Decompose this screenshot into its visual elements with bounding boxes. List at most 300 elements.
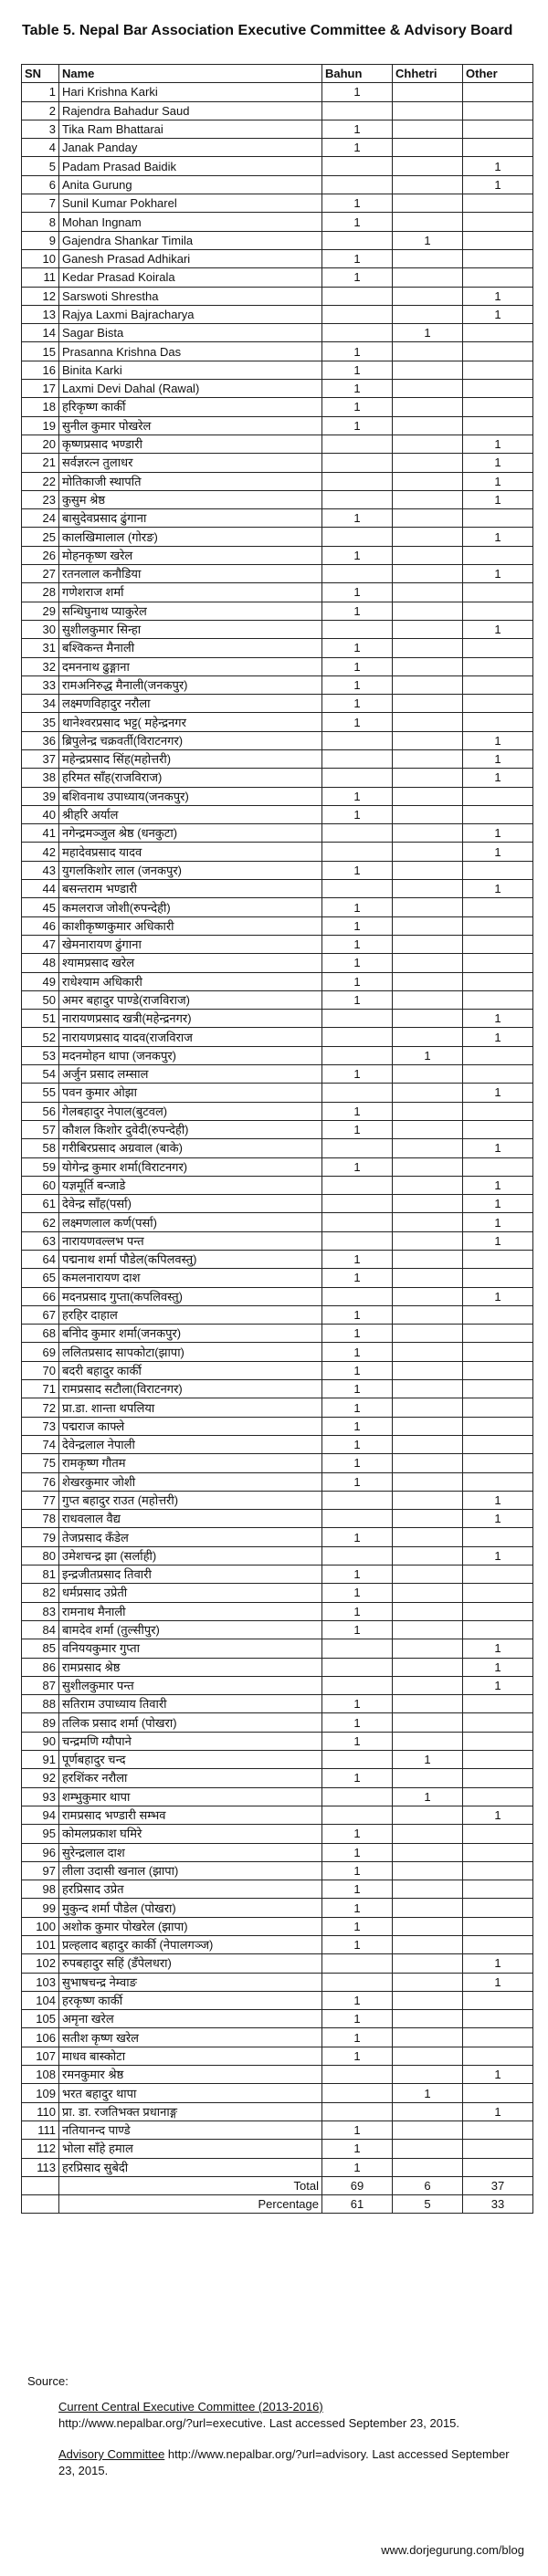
cell-chhetri bbox=[393, 1639, 463, 1658]
cell-bahun bbox=[322, 1787, 393, 1806]
cell-chhetri bbox=[393, 1546, 463, 1565]
cell-chhetri bbox=[393, 194, 463, 213]
cell-sn: 33 bbox=[22, 675, 59, 694]
cell-bahun: 1 bbox=[322, 1269, 393, 1287]
cell-name: रामकृष्ण गौतम bbox=[59, 1454, 322, 1472]
cell-bahun: 1 bbox=[322, 1695, 393, 1713]
cell-name: ब्रिपुलेन्द्र चक्रवर्ती(विराटनगर) bbox=[59, 731, 322, 749]
cell-bahun bbox=[322, 1195, 393, 1213]
cell-other bbox=[463, 1251, 533, 1269]
table-row bbox=[22, 1769, 533, 1787]
table-row bbox=[22, 1454, 533, 1472]
cell-sn: 41 bbox=[22, 824, 59, 843]
cell-bahun: 1 bbox=[322, 861, 393, 879]
cell-sn: 51 bbox=[22, 1010, 59, 1028]
total-other: 37 bbox=[463, 2176, 533, 2194]
cell-sn: 39 bbox=[22, 787, 59, 805]
cell-name: पूर्णबहादुर चन्द bbox=[59, 1751, 322, 1769]
cell-name: कृष्णप्रसाद भण्डारी bbox=[59, 435, 322, 453]
cell-name: सर्वज्ञरत्न तुलाधर bbox=[59, 454, 322, 472]
cell-bahun: 1 bbox=[322, 213, 393, 231]
cell-chhetri bbox=[393, 1435, 463, 1453]
cell-name: नारायणप्रसाद खत्री(महेन्द्रनगर) bbox=[59, 1010, 322, 1028]
cell-chhetri bbox=[393, 1305, 463, 1324]
cell-chhetri bbox=[393, 1417, 463, 1435]
cell-bahun bbox=[322, 1806, 393, 1824]
cell-chhetri bbox=[393, 1251, 463, 1269]
cell-chhetri bbox=[393, 954, 463, 972]
table-row bbox=[22, 1713, 533, 1732]
cell-other: 1 bbox=[463, 1510, 533, 1528]
cell-bahun: 1 bbox=[322, 1899, 393, 1917]
cell-chhetri bbox=[393, 1269, 463, 1287]
table-row bbox=[22, 287, 533, 305]
cell-sn: 65 bbox=[22, 1269, 59, 1287]
cell-sn: 32 bbox=[22, 657, 59, 675]
cell-other: 1 bbox=[463, 454, 533, 472]
table-row bbox=[22, 731, 533, 749]
cell-name: तेजप्रसाद कँडेल bbox=[59, 1528, 322, 1546]
cell-chhetri bbox=[393, 1973, 463, 1991]
cell-sn: 84 bbox=[22, 1620, 59, 1639]
cell-bahun bbox=[322, 2084, 393, 2102]
cell-chhetri bbox=[393, 1472, 463, 1491]
cell-sn: 62 bbox=[22, 1213, 59, 1231]
cell-bahun: 1 bbox=[322, 1472, 393, 1491]
table-row bbox=[22, 157, 533, 175]
cell-other bbox=[463, 2120, 533, 2139]
cell-name: कालखिमालाल (गोरङ) bbox=[59, 528, 322, 546]
table-row bbox=[22, 1528, 533, 1546]
cell-bahun bbox=[322, 287, 393, 305]
cell-other: 1 bbox=[463, 1213, 533, 1231]
cell-name: रामप्रसाद श्रेष्ठ bbox=[59, 1658, 322, 1676]
cell-sn: 20 bbox=[22, 435, 59, 453]
cell-name: सुभाषचन्द्र नेम्वाङ bbox=[59, 1973, 322, 1991]
cell-sn: 52 bbox=[22, 1028, 59, 1046]
cell-bahun: 1 bbox=[322, 787, 393, 805]
cell-chhetri bbox=[393, 268, 463, 287]
cell-other: 1 bbox=[463, 769, 533, 787]
cell-chhetri bbox=[393, 2028, 463, 2047]
cell-sn: 102 bbox=[22, 1954, 59, 1973]
header-name: Name bbox=[59, 65, 322, 83]
cell-other bbox=[463, 1602, 533, 1620]
cell-chhetri bbox=[393, 675, 463, 694]
cell-chhetri bbox=[393, 1769, 463, 1787]
cell-name: अशोक कुमार पोखरेल (झापा) bbox=[59, 1917, 322, 1935]
cell-sn: 70 bbox=[22, 1361, 59, 1379]
cell-name: तलिक प्रसाद शर्मा (पोखरा) bbox=[59, 1713, 322, 1732]
cell-chhetri bbox=[393, 1695, 463, 1713]
cell-other bbox=[463, 1565, 533, 1584]
cell-chhetri bbox=[393, 583, 463, 602]
cell-sn: 110 bbox=[22, 2102, 59, 2120]
cell-chhetri bbox=[393, 472, 463, 490]
cell-bahun bbox=[322, 1231, 393, 1250]
table-row bbox=[22, 1120, 533, 1138]
table-row bbox=[22, 1899, 533, 1917]
cell-other: 1 bbox=[463, 731, 533, 749]
cell-sn: 54 bbox=[22, 1065, 59, 1084]
cell-chhetri bbox=[393, 769, 463, 787]
cell-other bbox=[463, 83, 533, 101]
table-row bbox=[22, 1973, 533, 1991]
table-row bbox=[22, 213, 533, 231]
cell-chhetri bbox=[393, 509, 463, 528]
cell-bahun: 1 bbox=[322, 416, 393, 435]
cell-bahun bbox=[322, 1491, 393, 1509]
cell-chhetri bbox=[393, 935, 463, 953]
cell-sn: 1 bbox=[22, 83, 59, 101]
cell-sn: 89 bbox=[22, 1713, 59, 1732]
cell-sn: 37 bbox=[22, 749, 59, 768]
cell-other bbox=[463, 695, 533, 713]
cell-other: 1 bbox=[463, 1546, 533, 1565]
cell-sn: 77 bbox=[22, 1491, 59, 1509]
table-row bbox=[22, 1176, 533, 1194]
cell-sn: 100 bbox=[22, 1917, 59, 1935]
cell-bahun bbox=[322, 454, 393, 472]
cell-sn: 87 bbox=[22, 1676, 59, 1694]
cell-bahun: 1 bbox=[322, 139, 393, 157]
cell-bahun bbox=[322, 731, 393, 749]
cell-name: पद्मराज काफ्ले bbox=[59, 1417, 322, 1435]
cell-sn: 34 bbox=[22, 695, 59, 713]
cell-bahun bbox=[322, 749, 393, 768]
cell-other bbox=[463, 1917, 533, 1935]
cell-other bbox=[463, 1751, 533, 1769]
cell-name: रमनकुमार श्रेष्ठ bbox=[59, 2066, 322, 2084]
cell-sn: 27 bbox=[22, 565, 59, 583]
cell-bahun: 1 bbox=[322, 2028, 393, 2047]
cell-other: 1 bbox=[463, 528, 533, 546]
table-row bbox=[22, 1102, 533, 1120]
cell-chhetri bbox=[393, 157, 463, 175]
cell-chhetri bbox=[393, 83, 463, 101]
source-label: Source: bbox=[27, 2374, 68, 2388]
table-row bbox=[22, 2066, 533, 2084]
cell-other bbox=[463, 1435, 533, 1453]
cell-sn: 31 bbox=[22, 639, 59, 657]
cell-other bbox=[463, 583, 533, 602]
cell-other bbox=[463, 805, 533, 823]
cell-chhetri bbox=[393, 990, 463, 1009]
cell-other: 1 bbox=[463, 435, 533, 453]
cell-bahun: 1 bbox=[322, 695, 393, 713]
cell-chhetri bbox=[393, 713, 463, 731]
cell-chhetri bbox=[393, 1713, 463, 1732]
table-row bbox=[22, 843, 533, 861]
cell-bahun bbox=[322, 1954, 393, 1973]
cell-other: 1 bbox=[463, 1028, 533, 1046]
table-row bbox=[22, 231, 533, 249]
source-text-advisory: http://www.nepalbar.org/?url=advisory. Last accessed September 23, 2015. bbox=[58, 2447, 510, 2477]
table-row bbox=[22, 898, 533, 916]
cell-sn: 44 bbox=[22, 880, 59, 898]
cell-bahun: 1 bbox=[322, 361, 393, 379]
cell-bahun: 1 bbox=[322, 398, 393, 416]
cell-name: सुरेन्द्रलाल दाश bbox=[59, 1843, 322, 1861]
cell-name: Kedar Prasad Koirala bbox=[59, 268, 322, 287]
table-row bbox=[22, 1287, 533, 1305]
cell-sn: 28 bbox=[22, 583, 59, 602]
cell-other bbox=[463, 2047, 533, 2065]
cell-sn: 24 bbox=[22, 509, 59, 528]
cell-chhetri bbox=[393, 787, 463, 805]
cell-chhetri bbox=[393, 361, 463, 379]
cell-sn: 18 bbox=[22, 398, 59, 416]
cell-chhetri bbox=[393, 749, 463, 768]
cell-name: खेमनारायण ढुंगाना bbox=[59, 935, 322, 953]
cell-other bbox=[463, 2140, 533, 2158]
cell-chhetri bbox=[393, 657, 463, 675]
cell-other: 1 bbox=[463, 175, 533, 194]
cell-chhetri bbox=[393, 1658, 463, 1676]
cell-name: रतनलाल कनौडिया bbox=[59, 565, 322, 583]
cell-other bbox=[463, 972, 533, 990]
cell-other bbox=[463, 1528, 533, 1546]
cell-other bbox=[463, 231, 533, 249]
cell-bahun: 1 bbox=[322, 1991, 393, 2009]
cell-bahun bbox=[322, 1010, 393, 1028]
cell-sn: 5 bbox=[22, 157, 59, 175]
table-row bbox=[22, 2120, 533, 2139]
cell-other bbox=[463, 1899, 533, 1917]
cell-other bbox=[463, 1361, 533, 1379]
cell-other: 1 bbox=[463, 1806, 533, 1824]
cell-sn: 101 bbox=[22, 1935, 59, 1953]
cell-sn: 96 bbox=[22, 1843, 59, 1861]
cell-name: सतीश कृष्ण खरेल bbox=[59, 2028, 322, 2047]
cell-other: 1 bbox=[463, 1139, 533, 1157]
cell-sn: 82 bbox=[22, 1584, 59, 1602]
cell-chhetri bbox=[393, 342, 463, 361]
cell-chhetri bbox=[393, 416, 463, 435]
table-row bbox=[22, 454, 533, 472]
cell-other bbox=[463, 1843, 533, 1861]
cell-chhetri bbox=[393, 1491, 463, 1509]
cell-bahun: 1 bbox=[322, 1880, 393, 1899]
cell-name: Sagar Bista bbox=[59, 324, 322, 342]
cell-other bbox=[463, 916, 533, 935]
cell-other bbox=[463, 249, 533, 267]
table-row bbox=[22, 972, 533, 990]
table-row bbox=[22, 380, 533, 398]
cell-bahun bbox=[322, 528, 393, 546]
cell-bahun: 1 bbox=[322, 83, 393, 101]
cell-other: 1 bbox=[463, 1195, 533, 1213]
cell-sn: 53 bbox=[22, 1046, 59, 1064]
cell-chhetri bbox=[393, 1287, 463, 1305]
cell-chhetri bbox=[393, 898, 463, 916]
cell-sn: 16 bbox=[22, 361, 59, 379]
cell-name: बामदेव शर्मा (तुल्सीपुर) bbox=[59, 1620, 322, 1639]
cell-sn: 4 bbox=[22, 139, 59, 157]
cell-chhetri: 1 bbox=[393, 1787, 463, 1806]
cell-name: ललितप्रसाद सापकोटा(झापा) bbox=[59, 1343, 322, 1361]
table-row bbox=[22, 139, 533, 157]
cell-sn: 93 bbox=[22, 1787, 59, 1806]
cell-bahun bbox=[322, 769, 393, 787]
cell-chhetri bbox=[393, 805, 463, 823]
cell-other bbox=[463, 1732, 533, 1750]
cell-sn: 107 bbox=[22, 2047, 59, 2065]
cell-name: लक्ष्मणलाल कर्ण(पर्सा) bbox=[59, 1213, 322, 1231]
cell-bahun: 1 bbox=[322, 2158, 393, 2176]
cell-bahun: 1 bbox=[322, 602, 393, 620]
cell-bahun: 1 bbox=[322, 342, 393, 361]
committee-table bbox=[21, 64, 533, 2214]
cell-bahun: 1 bbox=[322, 1417, 393, 1435]
table-row bbox=[22, 1546, 533, 1565]
table-row bbox=[22, 990, 533, 1009]
cell-name: श्यामप्रसाद खरेल bbox=[59, 954, 322, 972]
table-row bbox=[22, 639, 533, 657]
cell-name: अर्जुन प्रसाद लम्साल bbox=[59, 1065, 322, 1084]
cell-sn: 17 bbox=[22, 380, 59, 398]
cell-bahun: 1 bbox=[322, 954, 393, 972]
cell-chhetri bbox=[393, 2066, 463, 2084]
table-row bbox=[22, 194, 533, 213]
cell-other bbox=[463, 1305, 533, 1324]
table-row bbox=[22, 175, 533, 194]
table-row bbox=[22, 1139, 533, 1157]
cell-bahun: 1 bbox=[322, 1325, 393, 1343]
cell-name: हरिमत साँह(राजविराज) bbox=[59, 769, 322, 787]
table-row bbox=[22, 1157, 533, 1176]
cell-chhetri bbox=[393, 1880, 463, 1899]
cell-bahun: 1 bbox=[322, 713, 393, 731]
cell-bahun bbox=[322, 1028, 393, 1046]
cell-bahun: 1 bbox=[322, 583, 393, 602]
cell-other: 1 bbox=[463, 824, 533, 843]
cell-other: 1 bbox=[463, 2066, 533, 2084]
cell-other: 1 bbox=[463, 1676, 533, 1694]
cell-name: बसन्तराम भण्डारी bbox=[59, 880, 322, 898]
cell-name: सुशीलकुमार पन्त bbox=[59, 1676, 322, 1694]
cell-bahun: 1 bbox=[322, 657, 393, 675]
source-link-advisory[interactable]: Advisory Committee bbox=[58, 2447, 165, 2461]
header-sn: SN bbox=[22, 65, 59, 83]
cell-bahun: 1 bbox=[322, 1361, 393, 1379]
cell-chhetri: 1 bbox=[393, 1751, 463, 1769]
cell-bahun bbox=[322, 843, 393, 861]
cell-bahun: 1 bbox=[322, 2140, 393, 2158]
percentage-chhetri: 5 bbox=[393, 2195, 463, 2214]
table-row bbox=[22, 1305, 533, 1324]
cell-sn: 11 bbox=[22, 268, 59, 287]
cell-sn: 25 bbox=[22, 528, 59, 546]
table-row bbox=[22, 1213, 533, 1231]
source-entry-advisory bbox=[27, 2446, 521, 2479]
cell-chhetri bbox=[393, 139, 463, 157]
cell-bahun: 1 bbox=[322, 972, 393, 990]
cell-other: 1 bbox=[463, 1287, 533, 1305]
cell-sn: 106 bbox=[22, 2028, 59, 2047]
cell-bahun bbox=[322, 1676, 393, 1694]
cell-bahun: 1 bbox=[322, 1825, 393, 1843]
cell-chhetri bbox=[393, 1843, 463, 1861]
cell-chhetri bbox=[393, 1732, 463, 1750]
table-row bbox=[22, 546, 533, 564]
cell-sn: 3 bbox=[22, 120, 59, 138]
cell-sn: 103 bbox=[22, 1973, 59, 1991]
cell-sn: 50 bbox=[22, 990, 59, 1009]
cell-name: अमर बहादुर पाण्डे(राजविराज) bbox=[59, 990, 322, 1009]
cell-name: मदनमोहन थापा (जनकपुर) bbox=[59, 1046, 322, 1064]
cell-other bbox=[463, 194, 533, 213]
cell-sn: 2 bbox=[22, 101, 59, 120]
cell-chhetri bbox=[393, 695, 463, 713]
cell-bahun: 1 bbox=[322, 1398, 393, 1417]
cell-bahun: 1 bbox=[322, 916, 393, 935]
total-bahun: 69 bbox=[322, 2176, 393, 2194]
table-row bbox=[22, 120, 533, 138]
table-row bbox=[22, 342, 533, 361]
cell-chhetri: 1 bbox=[393, 231, 463, 249]
table-row bbox=[22, 2028, 533, 2047]
cell-sn: 15 bbox=[22, 342, 59, 361]
cell-chhetri bbox=[393, 1620, 463, 1639]
cell-sn: 71 bbox=[22, 1380, 59, 1398]
cell-bahun bbox=[322, 1639, 393, 1658]
cell-chhetri bbox=[393, 454, 463, 472]
cell-sn: 35 bbox=[22, 713, 59, 731]
table-row bbox=[22, 1695, 533, 1713]
cell-name: प्रा. डा. रजतिभक्त प्रधानाङ्ग bbox=[59, 2102, 322, 2120]
cell-name: गुप्त बहादुर राउत (महोत्तरी) bbox=[59, 1491, 322, 1509]
cell-sn: 81 bbox=[22, 1565, 59, 1584]
cell-bahun bbox=[322, 175, 393, 194]
cell-chhetri bbox=[393, 1084, 463, 1102]
cell-bahun bbox=[322, 1658, 393, 1676]
cell-other: 1 bbox=[463, 880, 533, 898]
cell-other bbox=[463, 268, 533, 287]
cell-sn: 86 bbox=[22, 1658, 59, 1676]
cell-sn: 56 bbox=[22, 1102, 59, 1120]
source-link-executive[interactable]: Current Central Executive Committee (2013-2016) bbox=[58, 2400, 323, 2414]
cell-other bbox=[463, 1157, 533, 1176]
cell-bahun: 1 bbox=[322, 1065, 393, 1084]
cell-name: प्रल्हलाद बहादुर कार्की (नेपालगञ्ज) bbox=[59, 1935, 322, 1953]
cell-bahun: 1 bbox=[322, 1584, 393, 1602]
cell-sn: 108 bbox=[22, 2066, 59, 2084]
cell-sn: 79 bbox=[22, 1528, 59, 1546]
cell-name: बासुदेवप्रसाद ढुंगाना bbox=[59, 509, 322, 528]
table-row bbox=[22, 1787, 533, 1806]
table-row bbox=[22, 935, 533, 953]
table-row bbox=[22, 861, 533, 879]
cell-bahun bbox=[322, 101, 393, 120]
cell-other: 1 bbox=[463, 1176, 533, 1194]
cell-name: Ganesh Prasad Adhikari bbox=[59, 249, 322, 267]
cell-bahun: 1 bbox=[322, 1251, 393, 1269]
cell-sn: 22 bbox=[22, 472, 59, 490]
cell-chhetri bbox=[393, 2158, 463, 2176]
table-row bbox=[22, 1269, 533, 1287]
cell-bahun: 1 bbox=[322, 1380, 393, 1398]
cell-other bbox=[463, 1991, 533, 2009]
table-row bbox=[22, 528, 533, 546]
cell-sn: 38 bbox=[22, 769, 59, 787]
cell-bahun bbox=[322, 1213, 393, 1231]
cell-sn: 59 bbox=[22, 1157, 59, 1176]
cell-chhetri bbox=[393, 305, 463, 323]
cell-sn: 104 bbox=[22, 1991, 59, 2009]
cell-other: 1 bbox=[463, 2102, 533, 2120]
percentage-other: 33 bbox=[463, 2195, 533, 2214]
